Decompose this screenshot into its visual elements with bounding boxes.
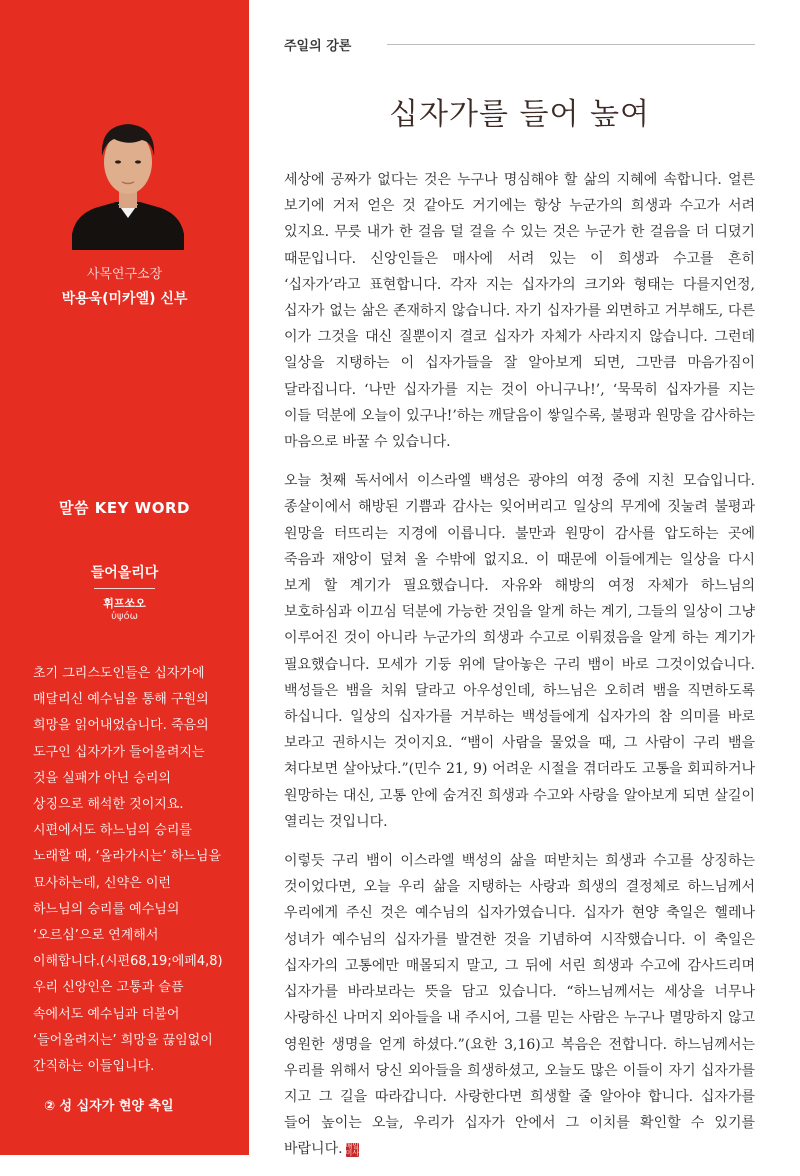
article-paragraph-text: 이렇듯 구리 뱀이 이스라엘 백성의 삶을 떠받치는 희생과 수고를 상징하는 것이었다면, 오늘 우리 삶을 지탱하는 사랑과 희생의 결정체로 하느님께서 우리에게 주신 것은 예수님의 십자가였습니다. 십자가 현양 축일은 헬레나 성녀가 예수님의 십자가를 발견한 것을 기념하여 시작했습니다. 이 축일은 십자가의 고통에만 매몰되지 말고, 그 뒤에 서린 희생과 수고에 감사드리며 십자가를 바라보라는 뜻을 담고 있습니다. “하느님께서는 세상을 너무나 사랑하신 나머지 외아들을 내 주시어, 그를 믿는 사람은 누구나 멸망하지 않고 영원한 생명을 얻게 하셨다.”(요한 3,16)고 복음은 전합니다. 하느님께서는 우리를 위해서 당신 외아들을 희생하셨고, 오늘도 많은 이들이 자기 십자가를 지고 그 길을 따라갑니다. 사랑한다면 희생할 줄 알아야 합니다. 십자가를 들어 높이는 오늘, 우리가 십자가 안에서 그 이치를 확인할 수 있기를 바랍니다. (284, 853, 755, 1158)
sidebar (0, 0, 249, 1155)
section-divider (387, 44, 755, 45)
article-paragraph (284, 848, 755, 1162)
keyword-heading: 말씀 KEY WORD (59, 499, 190, 517)
keyword-explanation: 초기 그리스도인들은 십자가에 매달리신 예수님을 통해 구원의 희망을 읽어내었습니다. 죽음의 도구인 십자가가 들어올려지는 것을 실패가 아닌 승리의 상징으로 해석한 것이지요. 시편에서도 하느님의 승리를 노래할 때, ‘올라가시는’ 하느님을 묘사하는데, 신약은 이런 하느님의 승리를 예수님의 ‘오르심’으로 연계해서 이해합니다.(시편68,19;에페4,8) 우리 신앙인은 고통과 슬픔 속에서도 예수님과 더불어 ‘들어올려지는’ 희망을 끊임없이 간직하는 이들입니다. (33, 666, 223, 1075)
keyword-greek: ὑψόω (111, 611, 138, 622)
section-label: 주일의 강론 (284, 39, 352, 54)
footer-feast-label: ② 성 십자가 현양 축일 (44, 1099, 174, 1114)
article-paragraph: 세상에 공짜가 없다는 것은 누구나 명심해야 할 삶의 지혜에 속합니다. 얼른 보기에 거저 얻은 것 같아도 거기에는 항상 누군가의 희생과 수고가 서려 있지요. 무릇 내가 한 걸음 덜 걸을 수 있는 것은 누군가 한 걸음을 더 디뎠기 때문입니다. 신앙인들은 매사에 서려 있는 이 희생과 수고를 흔히 ‘십자가’라고 표현합니다. 각자 지는 십자가의 크기와 형태는 다를지언정, 십자가 없는 삶은 존재하지 않습니다. 자기 십자가를 외면하고 거부해도, 다른 이가 그것을 대신 질뿐이지 결코 십자가 자체가 사라지지 않습니다. 그런데 일상을 지탱하는 이 십자가들을 잘 알아보게 되면, 그만큼 마음가짐이 달라집니다. ‘나만 십자가를 지는 것이 아니구나!’, ‘묵묵히 십자가를 지는 이들 덕분에 오늘이 있구나!’하는 깨달음이 쌓일수록, 불평과 원망을 감사하는 마음으로 바꿀 수 있습니다. (284, 172, 755, 451)
author-role: 사목연구소장 (86, 267, 163, 282)
magazine-seal-logo: 매일 미사 (345, 1142, 360, 1158)
keyword-pronunciation: 휘프쏘오 (103, 597, 146, 610)
article-paragraph: 오늘 첫째 독서에서 이스라엘 백성은 광야의 여정 중에 지친 모습입니다. 종살이에서 해방된 기쁨과 감사는 잊어버리고 일상의 무게에 짓눌려 불평과 원망을 터뜨리는 지경에 이릅니다. 불만과 원망이 감사를 압도하는 곳에 죽음과 재앙이 덮쳐 올 수밖에 없지요. 이 때문에 이들에게는 일상을 다시 보게 할 계기가 필요했습니다. 자유와 해방의 여정 자체가 하느님의 보호하심과 이끄심 덕분에 가능한 것임을 알게 하는 계기, 그들의 일상이 그냥 이루어진 것이 아니라 누군가의 희생과 수고로 이뤄졌음을 알게 하는 계기가 필요했습니다. 모세가 기둥 위에 달아놓은 구리 뱀이 바로 그것이었습니다. 백성들은 뱀을 치워 달라고 아우성인데, 하느님은 오히려 뱀을 직면하도록 하십니다. 일상의 십자가를 거부하는 백성들에게 십자가의 참 의미를 바로 보라고 권하시는 것이지요. “뱀이 사람을 물었을 때, 그 사람이 구리 뱀을 쳐다보면 살아났다.”(민수 21, 9) 어려운 시절을 겪더라도 고통을 회피하거나 원망하는 대신, 고통 안에 숨겨진 희생과 수고와 사랑을 알아보게 되면 살길이 열리는 것입니다. (284, 473, 755, 830)
article-title: 십자가를 들어 높여 (389, 97, 650, 132)
keyword-divider (94, 588, 155, 589)
author-portrait (72, 112, 184, 250)
keyword-word: 들어올리다 (90, 565, 159, 581)
article-body (284, 167, 755, 1176)
author-name: 박용욱(미카엘) 신부 (61, 291, 188, 307)
